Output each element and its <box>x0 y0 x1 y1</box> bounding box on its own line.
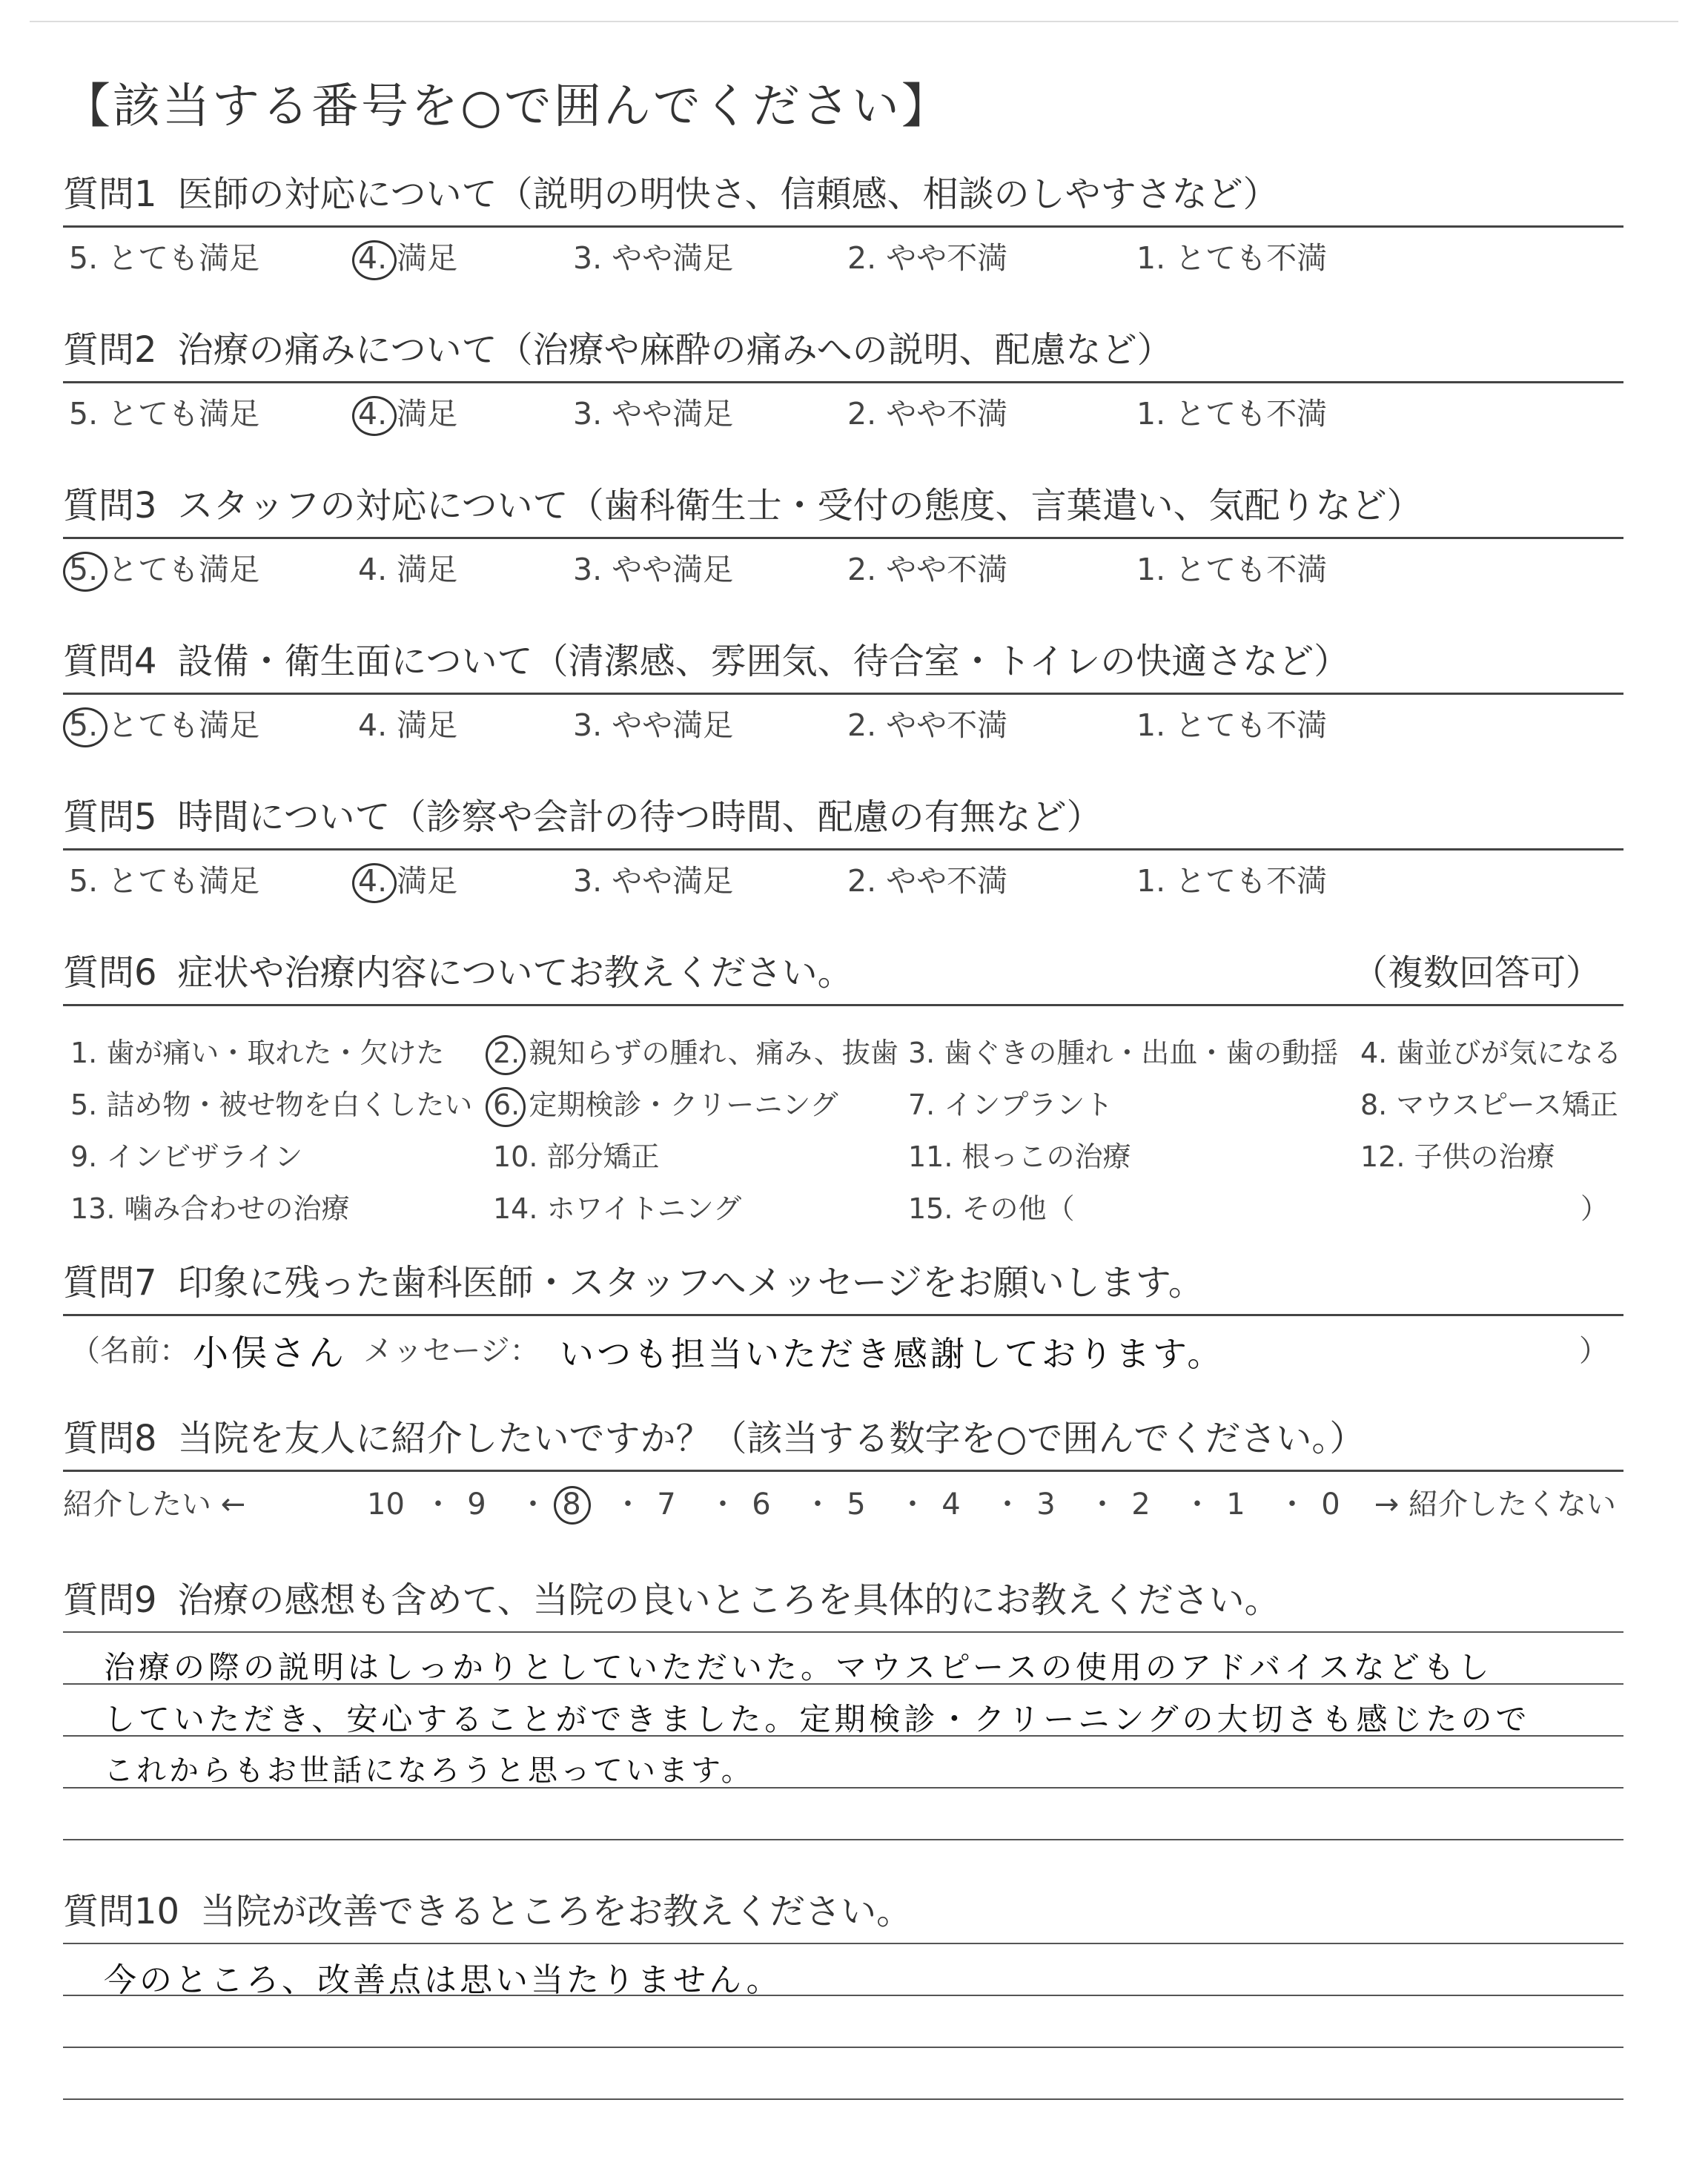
question-title <box>63 328 1623 374</box>
scale-left-label: 紹介したい ← <box>63 1487 246 1522</box>
multiple-answers-note: （複数回答可） <box>1351 952 1601 994</box>
selection-circle <box>486 1035 526 1075</box>
page-title: 【該当する番号を○で囲んでください】 <box>63 79 951 134</box>
scale-separator: ・ <box>898 1487 927 1522</box>
option-1[interactable]: 1. とても不満 <box>1136 240 1328 276</box>
scale-separator: ・ <box>1088 1487 1117 1522</box>
option-2[interactable]: 2. やや不満 <box>847 396 1008 432</box>
selection-circle <box>352 396 397 436</box>
name-value[interactable]: 小俣さん <box>193 1332 348 1374</box>
handwritten-answer-line: 治療の際の説明はしっかりとしていただいた。マウスピースの使用のアドバイスなどもし <box>104 1649 1493 1685</box>
question-title <box>63 1889 1623 1935</box>
option-4[interactable]: 4. 満足 <box>358 707 458 743</box>
name-label: （名前： <box>70 1334 189 1368</box>
checklist-item[interactable]: 5. 詰め物・被せ物を白くしたい <box>70 1089 473 1121</box>
option-2[interactable]: 2. やや不満 <box>847 707 1008 743</box>
question-7 <box>63 1261 1623 1374</box>
selection-circle <box>486 1087 526 1127</box>
question-text: 設備・衛生面について（清潔感、雰囲気、待合室・トイレの快適さなど） <box>177 641 1350 682</box>
option-2[interactable]: 2. やや不満 <box>847 240 1008 276</box>
question-rule <box>63 848 1623 851</box>
scale-number[interactable]: 7 <box>657 1487 676 1522</box>
option-4[interactable]: 4. 満足 <box>358 860 457 902</box>
writing-line <box>63 2047 1623 2048</box>
question-1 <box>63 172 1623 276</box>
scale-separator: ・ <box>423 1487 453 1522</box>
writing-line <box>63 2098 1623 2100</box>
scale-right-label: → 紹介したくない <box>1374 1487 1616 1522</box>
question-10 <box>63 1889 1623 2149</box>
question-6 <box>63 951 1623 1225</box>
rating-options <box>69 549 1623 590</box>
selection-circle <box>63 552 107 592</box>
scale-separator: ・ <box>613 1487 643 1522</box>
question-5 <box>63 795 1623 899</box>
scale-number[interactable]: 8 <box>557 1482 586 1527</box>
option-5[interactable]: 5. とても満足 <box>69 549 259 590</box>
scale-separator: ・ <box>708 1487 738 1522</box>
option-4[interactable]: 4. 満足 <box>358 237 457 279</box>
checklist-item[interactable]: 14. ホワイトニング <box>493 1192 742 1225</box>
scale-number[interactable]: 2 <box>1131 1487 1151 1522</box>
option-5[interactable]: 5. とても満足 <box>69 240 260 276</box>
question-title <box>63 639 1623 685</box>
question-number: 質問9 <box>63 1579 157 1621</box>
question-title <box>63 795 1623 841</box>
scale-number[interactable]: 10 <box>367 1487 405 1522</box>
option-2[interactable]: 2. やや不満 <box>847 863 1008 899</box>
option-3[interactable]: 3. やや満足 <box>573 240 734 276</box>
question-title <box>63 172 1623 218</box>
option-1[interactable]: 1. とても不満 <box>1136 707 1328 743</box>
rating-options <box>69 393 1623 435</box>
option-2[interactable]: 2. やや不満 <box>847 552 1008 587</box>
option-3[interactable]: 3. やや満足 <box>573 552 734 587</box>
question-text: スタッフの対応について（歯科衛生士・受付の態度、言葉遣い、気配りなど） <box>177 485 1423 526</box>
selection-circle <box>554 1486 591 1525</box>
handwritten-answer-line: これからもお世話になろうと思っています。 <box>104 1754 754 1788</box>
scale-number[interactable]: 5 <box>847 1487 866 1522</box>
selection-circle <box>63 707 107 747</box>
question-text: 時間について（診察や会計の待つ時間、配慮の有無など） <box>177 796 1102 838</box>
scale-number[interactable]: 4 <box>941 1487 961 1522</box>
scale-number[interactable]: 0 <box>1321 1487 1340 1522</box>
option-5[interactable]: 5. とても満足 <box>69 396 260 432</box>
question-8 <box>63 1416 1623 1522</box>
checklist-item[interactable]: 6. 定期検診・クリーニング <box>493 1084 838 1126</box>
writing-line <box>63 1943 1623 1944</box>
checklist-item[interactable]: 4. 歯並びが気になる <box>1360 1037 1622 1069</box>
question-number: 質問10 <box>63 1891 180 1932</box>
question-number: 質問4 <box>63 641 157 682</box>
option-1[interactable]: 1. とても不満 <box>1136 552 1328 587</box>
question-number: 質問6 <box>63 952 157 994</box>
question-title <box>63 1261 1623 1307</box>
question-2 <box>63 328 1623 432</box>
question-number: 質問3 <box>63 485 157 526</box>
scale-separator: ・ <box>993 1487 1022 1522</box>
handwritten-answer-line: 今のところ、改善点は思い当たりません。 <box>104 1961 782 1999</box>
question-rule <box>63 225 1623 228</box>
scale-separator: ・ <box>1277 1487 1307 1522</box>
message-close-paren: ） <box>1579 1334 1609 1368</box>
option-1[interactable]: 1. とても不満 <box>1136 863 1328 899</box>
scale-number[interactable]: 6 <box>752 1487 771 1522</box>
question-text: 治療の痛みについて（治療や麻酔の痛みへの説明、配慮など） <box>177 329 1173 371</box>
checklist-item[interactable]: 12. 子供の治療 <box>1360 1140 1555 1173</box>
question-rule <box>63 537 1623 539</box>
selection-circle <box>352 240 397 280</box>
question-text: 印象に残った歯科医師・スタッフへメッセージをお願いします。 <box>177 1262 1204 1304</box>
option-4[interactable]: 4. 満足 <box>358 552 458 587</box>
question-4 <box>63 639 1623 743</box>
message-value[interactable]: いつも担当いただき感謝しております。 <box>560 1334 1225 1374</box>
question-number: 質問1 <box>63 174 157 215</box>
scale-number[interactable]: 9 <box>467 1487 486 1522</box>
option-3[interactable]: 3. やや満足 <box>573 707 734 743</box>
rating-options <box>69 860 1623 902</box>
question-title <box>63 483 1623 529</box>
option-1[interactable]: 1. とても不満 <box>1136 396 1328 432</box>
checklist-item[interactable]: 13. 噛み合わせの治療 <box>70 1192 350 1225</box>
scale-separator: ・ <box>803 1487 833 1522</box>
question-3 <box>63 483 1623 587</box>
question-title <box>63 1416 1623 1462</box>
rating-options <box>69 237 1623 279</box>
checklist-item[interactable]: 15. その他（ <box>908 1192 1075 1225</box>
question-rule <box>63 693 1623 695</box>
writing-line <box>63 1631 1623 1633</box>
checklist-item[interactable]: 8. マウスピース矯正 <box>1360 1089 1618 1121</box>
checklist-item[interactable]: 10. 部分矯正 <box>493 1140 660 1173</box>
question-number: 質問8 <box>63 1418 157 1459</box>
question-text: 症状や治療内容についてお教えください。 <box>177 952 853 994</box>
question-rule <box>63 1314 1623 1316</box>
option-3[interactable]: 3. やや満足 <box>573 863 734 899</box>
option-4[interactable]: 4. 満足 <box>358 393 457 435</box>
option-5[interactable]: 5. とても満足 <box>69 704 259 746</box>
option-3[interactable]: 3. やや満足 <box>573 396 734 432</box>
checklist-item[interactable]: 7. インプラント <box>908 1089 1113 1121</box>
page-top-edge <box>30 21 1678 22</box>
question-number: 質問5 <box>63 796 157 838</box>
message-row <box>70 1321 1623 1374</box>
question-rule <box>63 381 1623 383</box>
question-rule <box>63 1004 1623 1006</box>
checklist-item[interactable]: 3. 歯ぐきの腫れ・出血・歯の動揺 <box>908 1037 1339 1069</box>
question-title <box>63 1578 1623 1624</box>
checklist-item[interactable]: 9. インビザライン <box>70 1140 303 1173</box>
other-close-paren: ） <box>1580 1192 1609 1225</box>
handwritten-answer-line: していただき、安心することができました。定期検診・クリーニングの大切さも感じたので <box>104 1701 1531 1737</box>
checklist-item[interactable]: 1. 歯が痛い・取れた・欠けた <box>70 1037 445 1069</box>
question-text: 当院を友人に紹介したいですか？（該当する数字を○で囲んでください。） <box>177 1418 1366 1459</box>
message-label: メッセージ： <box>363 1334 540 1368</box>
selection-circle <box>352 863 397 903</box>
scale-number[interactable]: 3 <box>1036 1487 1056 1522</box>
writing-line <box>63 1839 1623 1840</box>
question-text: 治療の感想も含めて、当院の良いところを具体的にお教えください。 <box>177 1579 1280 1621</box>
question-number: 質問2 <box>63 329 157 371</box>
scale-number[interactable]: 1 <box>1226 1487 1245 1522</box>
question-text: 医師の対応について（説明の明快さ、信頼感、相談のしやすさなど） <box>177 174 1279 215</box>
recommend-scale <box>63 1482 1623 1527</box>
question-text: 当院が改善できるところをお教えください。 <box>200 1891 913 1932</box>
option-5[interactable]: 5. とても満足 <box>69 863 260 899</box>
question-9 <box>63 1578 1623 1860</box>
scale-separator: ・ <box>1182 1487 1212 1522</box>
scale-separator: ・ <box>518 1487 548 1522</box>
checklist-item[interactable]: 2. 親知らずの腫れ、痛み、抜歯 <box>493 1032 898 1074</box>
rating-options <box>69 704 1623 746</box>
question-number: 質問7 <box>63 1262 157 1304</box>
question-rule <box>63 1470 1623 1472</box>
checklist-item[interactable]: 11. 根っこの治療 <box>908 1140 1131 1173</box>
question-title <box>63 951 1623 997</box>
